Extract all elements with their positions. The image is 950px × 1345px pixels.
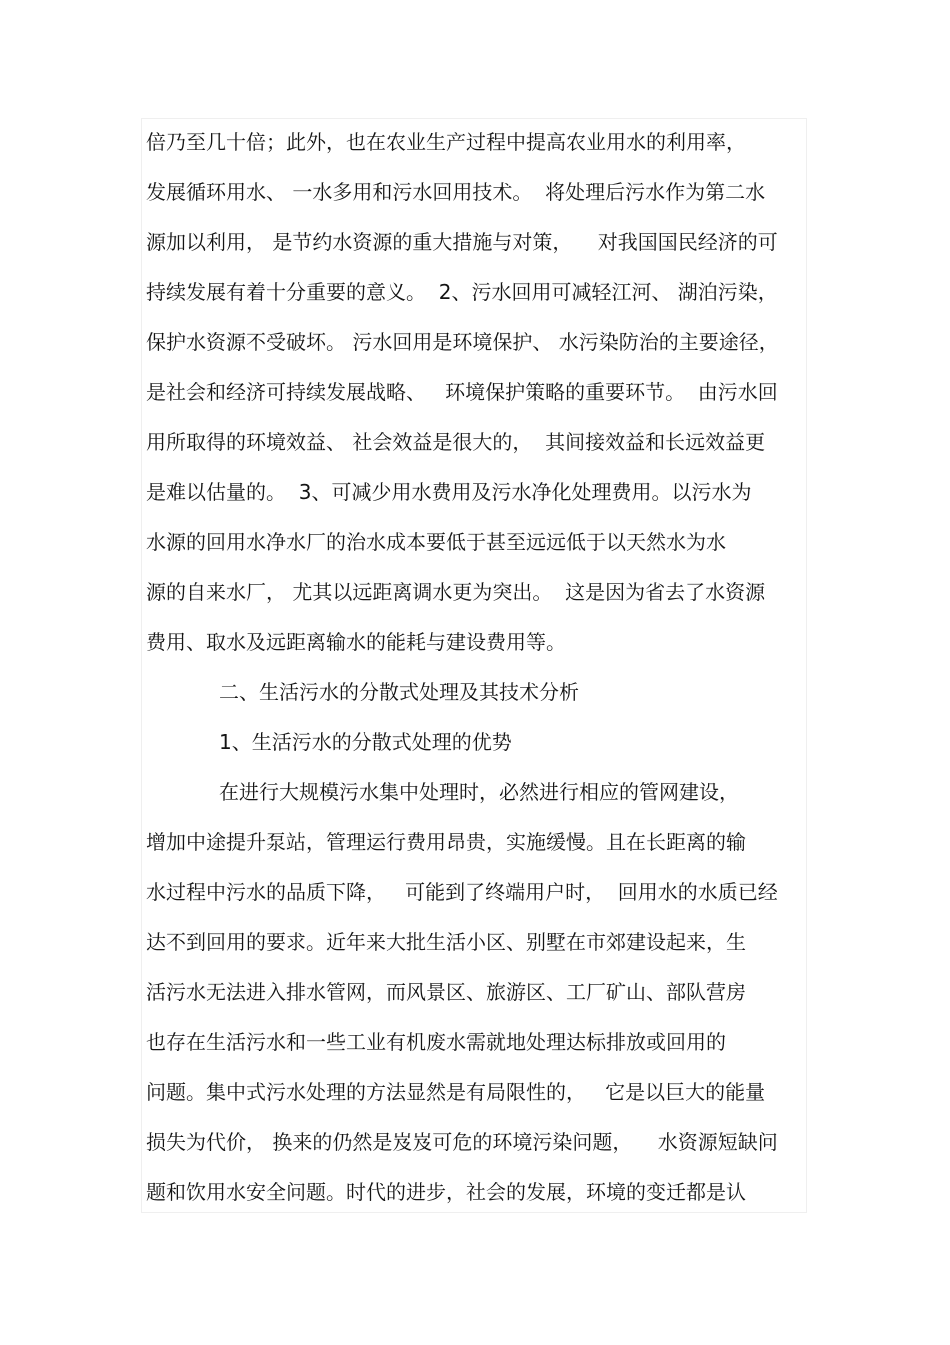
text-line: 持续发展有着十分重要的意义。 2、污水回用可减轻江河、 湖泊污染， (146, 280, 778, 304)
section-heading: 二、生活污水的分散式处理及其技术分析 (219, 680, 579, 704)
text-line: 水过程中污水的品质下降， 可能到了终端用户时， 回用水的水质已经 (146, 880, 778, 904)
text-line: 倍乃至几十倍；此外，也在农业生产过程中提高农业用水的利用率， (146, 130, 746, 154)
text-line: 发展循环用水、 一水多用和污水回用技术。 将处理后污水作为第二水 (146, 180, 766, 204)
text-line: 问题。集中式污水处理的方法显然是有局限性的， 它是以巨大的能量 (146, 1080, 766, 1104)
text-line: 达不到回用的要求。近年来大批生活小区、别墅在市郊建设起来，生 (146, 930, 746, 954)
text-line: 保护水资源不受破坏。 污水回用是环境保护、 水污染防治的主要途径， (146, 330, 779, 354)
text-line: 用所取得的环境效益、 社会效益是很大的， 其间接效益和长远效益更 (146, 430, 766, 454)
text-line: 活污水无法进入排水管网，而风景区、旅游区、工厂矿山、部队营房 (146, 980, 746, 1004)
text-line: 是社会和经济可持续发展战略、 环境保护策略的重要环节。 由污水回 (146, 380, 778, 404)
subsection-heading: 1、生活污水的分散式处理的优势 (219, 730, 512, 754)
text-line: 损失为代价， 换来的仍然是岌岌可危的环境污染问题， 水资源短缺问 (146, 1130, 778, 1154)
text-line: 费用、取水及远距离输水的能耗与建设费用等。 (146, 630, 566, 654)
text-line: 是难以估量的。 3、可减少用水费用及污水净化处理费用。以污水为 (146, 480, 752, 504)
paragraph-start-line: 在进行大规模污水集中处理时，必然进行相应的管网建设， (219, 780, 739, 804)
document-body (146, 124, 806, 1224)
text-line: 题和饮用水安全问题。时代的进步，社会的发展，环境的变迁都是认 (146, 1180, 746, 1204)
text-line: 源加以利用， 是节约水资源的重大措施与对策， 对我国国民经济的可 (146, 230, 778, 254)
text-line: 水源的回用水净水厂的治水成本要低于甚至远远低于以天然水为水 (146, 530, 726, 554)
text-line: 源的自来水厂， 尤其以远距离调水更为突出。 这是因为省去了水资源 (146, 580, 766, 604)
text-line: 增加中途提升泵站，管理运行费用昂贵，实施缓慢。且在长距离的输 (146, 830, 746, 854)
text-line: 也存在生活污水和一些工业有机废水需就地处理达标排放或回用的 (146, 1030, 726, 1054)
